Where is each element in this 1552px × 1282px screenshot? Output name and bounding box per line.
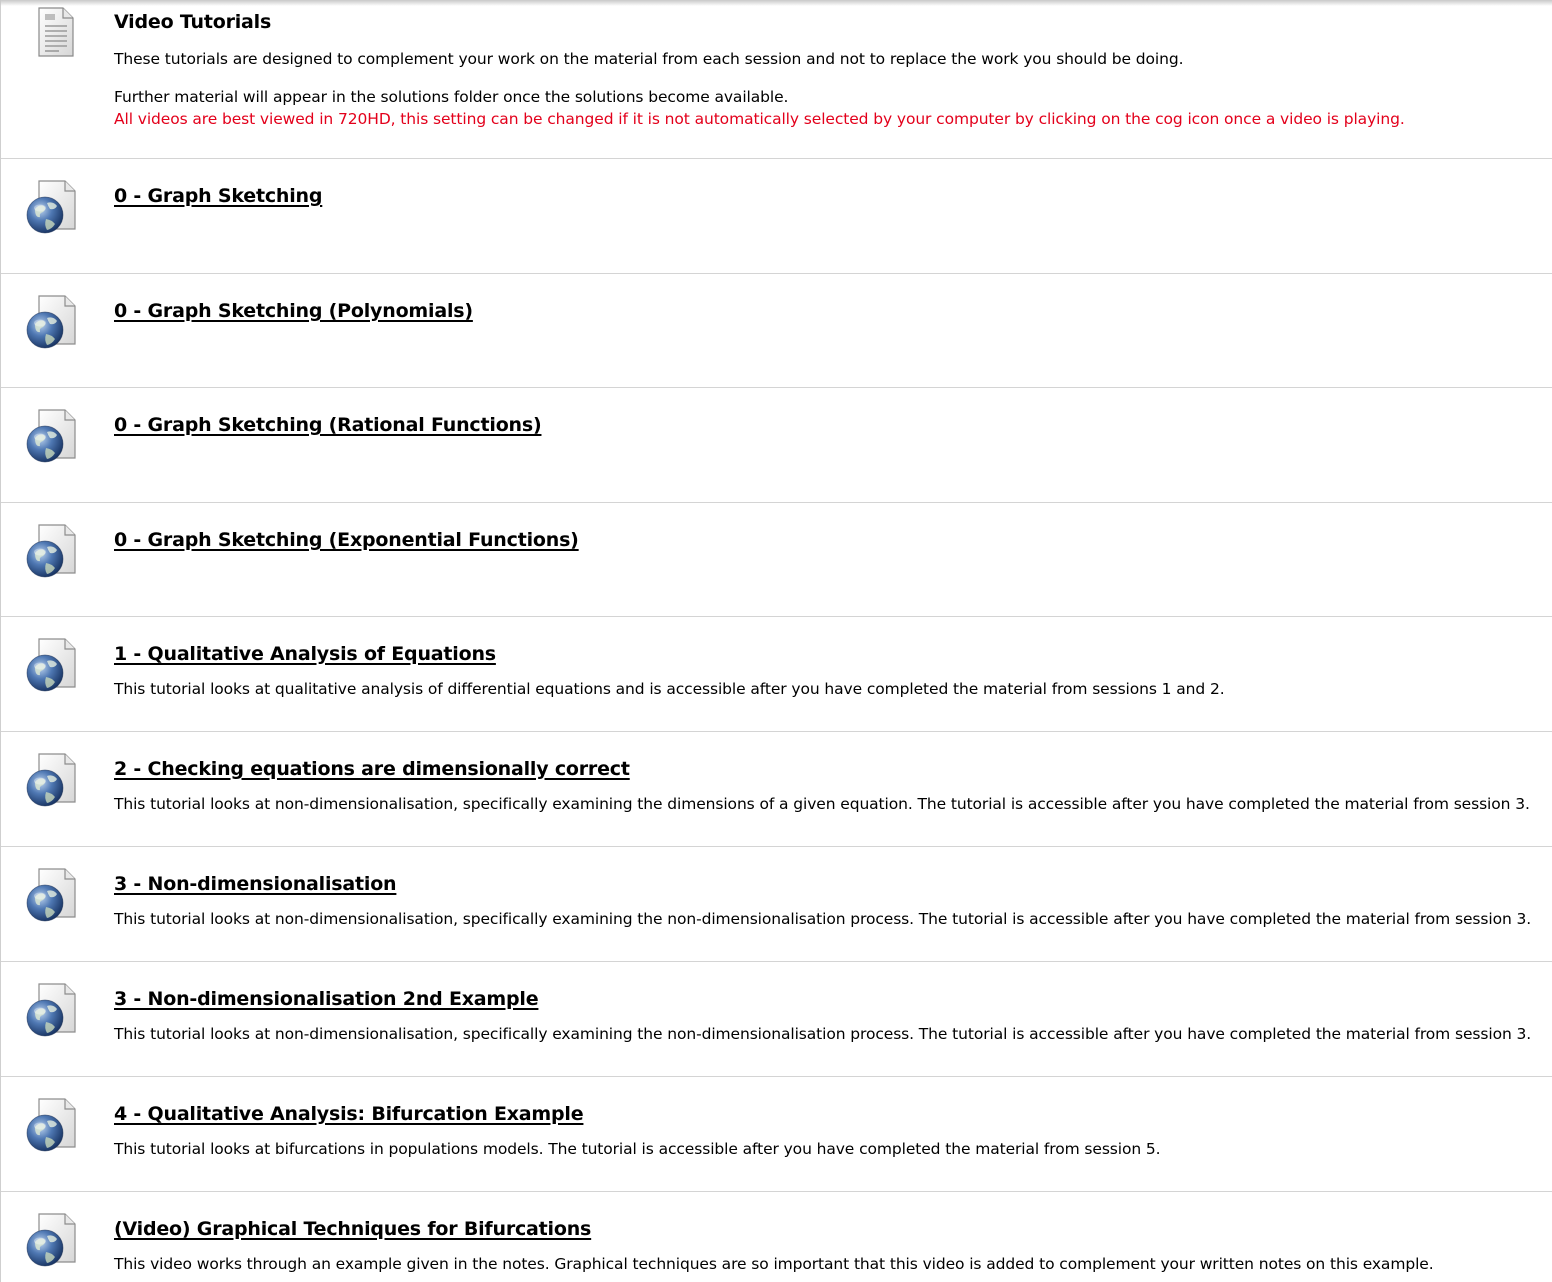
intro-paragraph-2: Further material will appear in the solutions folder once the solutions become available.: [114, 88, 789, 106]
web-link-icon[interactable]: [25, 752, 79, 808]
web-link-icon[interactable]: [25, 294, 79, 350]
document-icon: [29, 4, 83, 60]
top-shadow: [0, 0, 1552, 6]
tutorial-description: This tutorial looks at qualitative analysis of differential equations and is accessible after you have completed the material from sessions 1 and 2.: [114, 680, 1225, 698]
tutorial-link[interactable]: 2 - Checking equations are dimensionally correct: [114, 758, 630, 780]
web-link-icon[interactable]: [25, 637, 79, 693]
list-item: [1, 503, 1552, 617]
list-item: [1, 962, 1552, 1077]
tutorial-description: This tutorial looks at non-dimensionalisation, specifically examining the non-dimensionalisation process. The tutorial is accessible after you have completed the material from session 3.: [114, 1025, 1532, 1043]
web-link-icon[interactable]: [25, 982, 79, 1038]
tutorial-description: This tutorial looks at non-dimensionalisation, specifically examining the dimensions of a given equation. The tutorial is accessible after you have completed the material from session 3.: [114, 795, 1530, 813]
list-item: [1, 159, 1552, 274]
web-link-icon[interactable]: [25, 408, 79, 464]
tutorial-description: This tutorial looks at non-dimensionalisation, specifically examining the non-dimensionalisation process. The tutorial is accessible after you have completed the material from session 3.: [114, 910, 1532, 928]
tutorial-link[interactable]: (Video) Graphical Techniques for Bifurcations: [114, 1218, 592, 1240]
list-item: [1, 732, 1552, 847]
list-item: [1, 1192, 1552, 1282]
intro-paragraph: These tutorials are designed to complement your work on the material from each session and not to replace the work you should be doing.: [114, 50, 1184, 68]
tutorial-link[interactable]: 0 - Graph Sketching (Exponential Functions): [114, 529, 579, 551]
tutorial-link[interactable]: 3 - Non-dimensionalisation 2nd Example: [114, 988, 539, 1010]
list-item: [1, 388, 1552, 503]
tutorial-description: This tutorial looks at bifurcations in populations models. The tutorial is accessible after you have completed the material from session 5.: [114, 1140, 1161, 1158]
web-link-icon[interactable]: [25, 179, 79, 235]
tutorial-link[interactable]: 0 - Graph Sketching (Rational Functions): [114, 414, 542, 436]
tutorial-link[interactable]: 3 - Non-dimensionalisation: [114, 873, 397, 895]
web-link-icon[interactable]: [25, 523, 79, 579]
web-link-icon[interactable]: [25, 1097, 79, 1153]
tutorial-link[interactable]: 1 - Qualitative Analysis of Equations: [114, 643, 496, 665]
list-item: [1, 1077, 1552, 1192]
list-item: [1, 0, 1552, 159]
list-item: [1, 274, 1552, 388]
tutorial-description: This video works through an example given in the notes. Graphical techniques are so important that this video is added to complement your written notes on this example.: [114, 1255, 1434, 1273]
tutorial-link[interactable]: 0 - Graph Sketching (Polynomials): [114, 300, 473, 322]
tutorial-link[interactable]: 0 - Graph Sketching: [114, 185, 323, 207]
page-title: Video Tutorials: [114, 11, 272, 33]
tutorial-link[interactable]: 4 - Qualitative Analysis: Bifurcation Example: [114, 1103, 584, 1125]
warning-text: All videos are best viewed in 720HD, this setting can be changed if it is not automatically selected by your computer by clicking on the cog icon once a video is playing.: [114, 110, 1405, 128]
web-link-icon[interactable]: [25, 1212, 79, 1268]
list-item: [1, 847, 1552, 962]
list-item: [1, 617, 1552, 732]
web-link-icon[interactable]: [25, 867, 79, 923]
